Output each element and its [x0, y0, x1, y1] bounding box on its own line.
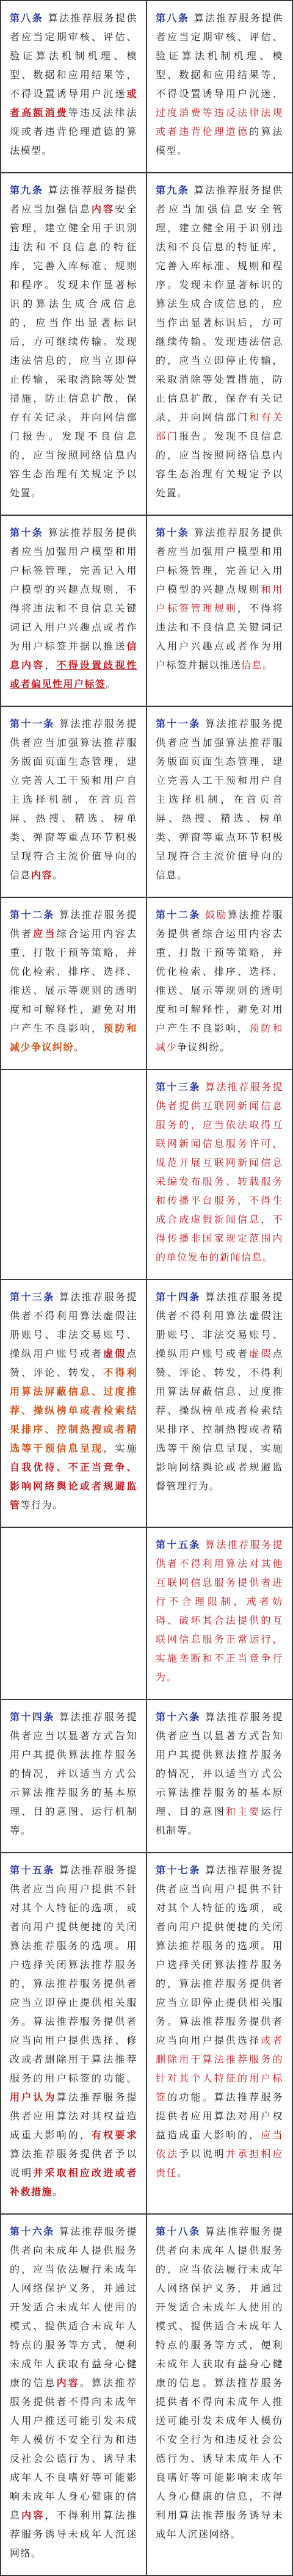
clause-text: 内容 [21, 2509, 45, 2521]
clause-text: 算法推荐服务提供者应当加强用户模型和用户标签管理，完善记入用户模型的兴趣点规则 [156, 527, 283, 595]
clause-text: 和用户标签管理规则 [156, 584, 283, 614]
old-version-cell [1, 1, 146, 173]
clause-text: 和有关部门 [156, 411, 283, 442]
clause-text: 信息内容 [10, 640, 137, 671]
clause-text: 自我优待、不正当竞争、影响网络舆论或者规避监管 [10, 1461, 137, 1511]
old-version-cell [1, 897, 146, 1069]
clause-text: 的功能。算法推荐服务提供者应用算法对用户权益造成重大影响的， [156, 2091, 283, 2141]
article-number: 第八条 [10, 12, 44, 24]
clause-text: 算法推荐服务提供者综合运用内容去重、打散干预等策略，并优化检索、排序、选择、推送、展示等规则的透明度和可解释性，避免对用户产生不良影响， [156, 909, 283, 1034]
comparison-row [1, 1527, 292, 1699]
clause-text: 综合运用内容去重、打散干预等策略，并优化检索、排序、选择、推送、展示等规则的透明度和可解释性，避免对用户产生不良影响， [10, 928, 137, 1034]
clause-text: 算法推荐服务提供者不得利用算法虚假注册账号、非法交易账号、操纵用户账号或者 [156, 1291, 283, 1359]
comparison-row [1, 706, 292, 897]
new-version-cell [146, 897, 292, 1069]
clause-text [201, 1539, 205, 1550]
article-number: 第十三条 [156, 1081, 201, 1093]
article-number: 第十四条 [10, 1711, 55, 1723]
clause-text: 算法推荐服务提供者应当加强信息安全管理，建立健全用于识别违法和不良信息的特征库，完善入库标准、规则和程序。发现未作显著标识的算法生成合成信息的，应当作出显著标识后，方可继续传输。发现违法信息的，应当立即停止传输，采取消除等处置措施，防止信息扩散，保存有关记录，并向网信部门 [156, 184, 283, 423]
old-version-cell [1, 1279, 146, 1527]
new-version-cell [146, 1699, 292, 1853]
clause-text: 算法推荐服务提供者应当以显著方式告知用户其提供算法推荐服务的情况，并以适当方式公示算法推荐服务的基本原理、目的意图 [156, 1711, 283, 1817]
clause-text: 不得利用算法屏蔽信息、过度推荐、操纵榜单或者检索结果排序、控制热搜或者精选等干预信息呈现 [10, 1367, 137, 1454]
clause-text: 并承担相应责任 [156, 2148, 283, 2179]
comparison-row [1, 1, 292, 173]
clause-text: 和主要 [225, 1806, 261, 1817]
clause-text: 算法推荐服务提供者应当加强用户模型和用户标签管理，完善记入用户模型的兴趣点规则，不得将违法和不良信息关键词记入用户兴趣点或者作为用户标签并据以推送 [10, 527, 137, 652]
clause-text: 点赞、评论、转发， [10, 1348, 137, 1378]
clause-text: 算法推荐服务提供者应当加强算法推荐服务版面页面生态管理，建立完善人工干预和用户自主选择机制，在首页首屏、热搜、精选、榜单类、弹窗等重点环节积极呈现符合主流价值导向的信息。 [156, 718, 283, 881]
article-number: 第十四条 [156, 1291, 201, 1303]
clause-text: 算法推荐服务提供者不得利用算法对其他互联网信息服务提供者进行不合理限制，或者妨碍、破坏其合法提供的互联网信息服务正常运行，实施垄断和不正当竞争行为。 [156, 1539, 283, 1683]
article-number: 第十八条 [156, 2226, 201, 2237]
new-version-cell [146, 706, 292, 897]
old-version-cell [1, 1699, 146, 1853]
new-version-cell [146, 2214, 292, 2575]
clause-text: 内容 [56, 2377, 80, 2389]
clause-text: 预防和减少 [156, 1022, 283, 1053]
comparison-row [1, 515, 292, 706]
article-number: 第十二条 [10, 909, 55, 921]
clause-text: ，不得利用算法推荐服务诱导未成年人沉迷网络。 [10, 2509, 137, 2559]
clause-text: 等违反法律法规或者违背伦理道德的算法模型。 [10, 107, 137, 156]
clause-text: 报告。发现不良信息的，应当按照网络信息内容生态治理有关规定予以处置。 [156, 430, 283, 499]
clause-text: 应当依法 [156, 2129, 283, 2160]
article-number: 第十条 [156, 527, 190, 538]
new-version-cell [146, 1527, 292, 1699]
clause-text: 。 [106, 678, 117, 690]
comparison-row [1, 1699, 292, 1853]
article-number: 第十七条 [156, 1864, 201, 1876]
comparison-row [1, 173, 292, 515]
new-version-cell [146, 1069, 292, 1279]
clause-text: 虚假 [103, 1348, 127, 1359]
clause-text: ， [45, 659, 57, 671]
article-number: 第八条 [156, 12, 190, 24]
clause-text: 过度消费等违反法律法规或者违背伦理道德 [156, 107, 283, 137]
article-number: 第十五条 [156, 1539, 201, 1550]
clause-text: 鼓励 [205, 909, 228, 921]
clause-text: 算法推荐服务提供者向未成年人提供服务的，应当依法履行未成年人网络保护义务，并通过开发适合未成年人使用的模式、提供适合未成年人特点的服务等方式，便利未成年人获取有益身心健康的信息 [10, 2226, 137, 2389]
clause-text: 不得设置歧视性或者偏见性用户标签 [10, 659, 137, 690]
clause-text: 算法推荐服务提供者 [10, 909, 137, 939]
clause-text: 。 [177, 2167, 188, 2179]
clause-text: 内容 [31, 869, 53, 881]
new-version-cell [146, 1279, 292, 1527]
clause-text: 或者删除用于算法推荐服务的针对其个人特征的用户标签 [156, 2035, 283, 2103]
clause-text: 安全管理，建立健全用于识别违法和不良信息的特征库，完善入库标准、规则和程序。发现未作显著标识的算法生成合成信息的，应当作出显著标识后，方可继续传输。发现违法信息的，应当立即停止传输，采取消除等处置措施，防止信息扩散，保存有关记录，并向网信部门报告。发现不良信息的，应当按照网络信息内容生态治理有关规定予以处置。 [10, 203, 137, 499]
clause-text: 算法推荐服务提供者应当向用户提供不针对其个人特征的选项，或者向用户提供便捷的关闭算法推荐服务的选项。用户选择关闭算法推荐服务的，算法推荐服务提供者应当立即停止提供相关服务。算法推荐服务提供者应当向用户提供选择 [156, 1864, 283, 2046]
clause-text: 算法推荐服务提供者应用算法对其权益造成重大影响的， [10, 2091, 137, 2141]
clause-text: ，不得将违法和不良信息关键词记入用户兴趣点或者作为用户标签并据以推送 [156, 602, 283, 671]
article-number: 第九条 [10, 184, 44, 196]
article-number: 第十一条 [10, 718, 55, 729]
new-version-cell [146, 515, 292, 706]
clause-text: 算法推荐服务提供者应当定期审核、评估、验证算法机制机理、模型、数据和应用结果等，不得设置诱导用户沉迷 [10, 12, 137, 99]
clause-text: 算法推荐服务提供者不得利用算法虚假注册账号、非法交易账号、操纵用户账号或者 [10, 1291, 137, 1359]
clause-text: 运行机制等。 [156, 1806, 283, 1836]
comparison-row [1, 1853, 292, 2214]
clause-text: 。 [74, 1041, 85, 1053]
clause-text: 算法推荐服务提供者应当以显著方式告知用户其提供算法推荐服务的情况，并以适当方式公示算法推荐服务的基本原理、目的意图、运行机制等。 [10, 1711, 137, 1836]
article-number: 第九条 [156, 184, 190, 196]
clause-text: 。 [52, 869, 63, 881]
clause-text: 算法推荐服务提供者予以说明 [10, 2148, 137, 2179]
clause-text: 用户认为 [10, 2091, 57, 2103]
clause-text: 有权要求 [92, 2129, 137, 2141]
old-version-cell [1, 706, 146, 897]
new-version-cell [146, 173, 292, 515]
clause-text: 。算法推荐服务提供者不得向未成年人用户推送可能引发未成年人模仿不安全行为和违反社会公德行为、诱导未成年人不良嗜好等可能影响未成年人身心健康的信息 [10, 2377, 137, 2521]
clause-text: 算法推荐服务提供者向未成年人提供服务的，应当依法履行未成年人网络保护义务，并通过开发适合未成年人使用的模式、提供适合未成年人特点的服务等方式，便利未成年人获取有益身心健康的信息。算法推荐服务提供者不得向未成年人推送可能引发未成年人模仿不安全行为和违反社会公德行为、诱导未成年人不良嗜好等可能影响未成年人身心健康的信息，不得利用算法推荐服务诱导未成年人沉迷网络。 [156, 2226, 283, 2540]
clause-text: 信息 [241, 659, 263, 671]
clause-text: 算法推荐服务提供者应当加强算法推荐服务版面页面生态管理，建立完善人工干预和用户自主选择机制，在首页首屏、热搜、精选、榜单类、弹窗等重点环节积极呈现符合主流价值导向的信息 [10, 718, 137, 881]
clause-text: 算法推荐服务提供者应当定期审核、评估、验证算法机制机理、模型、数据和应用结果等，不得设置诱导用户沉迷、 [156, 12, 283, 99]
article-number: 第十二条 [156, 909, 201, 921]
old-version-cell [1, 515, 146, 706]
clause-text: 争议纠纷。 [177, 1041, 231, 1053]
comparison-table-body [1, 1, 292, 2575]
clause-text: 。 [52, 2186, 63, 2198]
clause-text: 预防和减少争议纠纷 [10, 1022, 137, 1053]
comparison-row [1, 897, 292, 1069]
clause-text: 。 [262, 659, 273, 671]
article-number: 第十三条 [10, 1291, 55, 1303]
clause-text: 虚假 [249, 1348, 273, 1359]
clause-text: 或者高额消费 [10, 88, 137, 118]
clause-text: 算法推荐服务提供者应当向用户提供不针对其个人特征的选项，或者向用户提供便捷的关闭算法推荐服务的选项。用户选择关闭算法推荐服务的，算法推荐服务提供者应当立即停止提供相关服务。算法推荐服务提供者应当向用户提供选择、修改或者删除用于算法推荐服务的用户标签的功能。 [10, 1864, 137, 2084]
article-number: 第十一条 [156, 718, 201, 729]
old-version-cell [1, 173, 146, 515]
comparison-row [1, 1069, 292, 1279]
article-number: 第十五条 [10, 1864, 55, 1876]
article-number: 第十六条 [156, 1711, 201, 1723]
clause-text [201, 1081, 205, 1093]
clause-text: 予以说明 [179, 2148, 226, 2160]
article-number: 第十六条 [10, 2226, 55, 2237]
clause-text: 算法推荐服务提供者提供互联网新闻信息服务的，应当依法取得互联网新闻信息服务许可，规范开展互联网新闻信息采编发布服务、转载服务和传播平台服务，不得生成合成虚假新闻信息，不得传播非国家规定范围内的单位发布的新闻信息。 [156, 1081, 283, 1263]
comparison-row [1, 1279, 292, 1527]
clause-text: 算法推荐服务提供者应当加强信息 [10, 184, 137, 215]
new-version-cell [146, 1, 292, 173]
comparison-row [1, 2214, 292, 2575]
clause-text: ，实施 [103, 1442, 137, 1454]
old-version-cell [1, 2214, 146, 2575]
clause-text: 应当 [33, 928, 57, 939]
clause-text: 内容 [92, 203, 115, 215]
old-version-cell [1, 1527, 146, 1699]
clause-text: 的算法模型。 [156, 126, 283, 156]
clause-text: 并采取相应改进或者补救措施 [10, 2167, 137, 2198]
clause-text: 点赞、评论、转发，不得利用算法屏蔽信息、过度推荐、操纵榜单或者检索结果排序、控制热搜或者精选等干预信息呈现，实施影响网络舆论或者规避监督管理行为。 [156, 1348, 283, 1492]
article-number: 第十条 [10, 527, 44, 538]
old-version-cell [1, 1853, 146, 2214]
new-version-cell [146, 1853, 292, 2214]
clause-text [201, 909, 205, 921]
clause-text: 等行为。 [20, 1499, 63, 1511]
old-version-cell [1, 1069, 146, 1279]
